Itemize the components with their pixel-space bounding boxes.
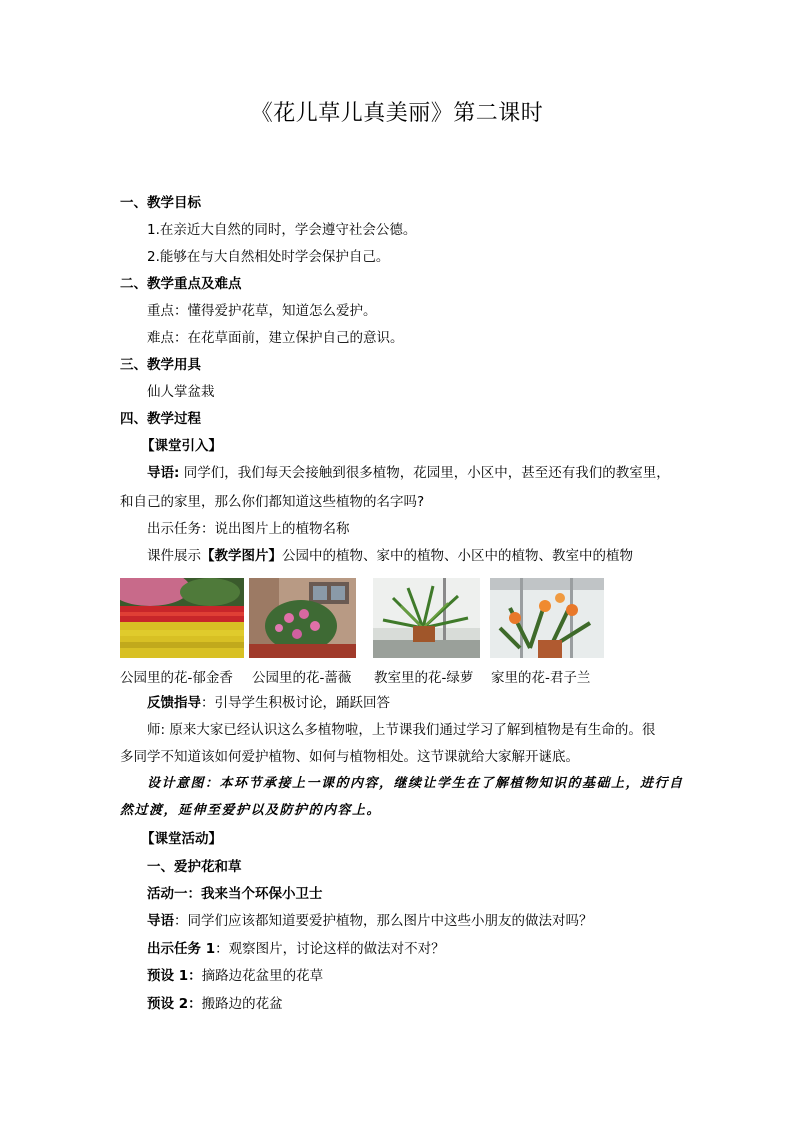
teacher-line-1: 师: 原来大家已经认识这么多植物啦，上节课我们通过学习了解到植物是有生命的。很 <box>147 722 656 738</box>
guide-line-2: 和自己的家里，那么你们都知道这些植物的名字吗? <box>120 494 425 510</box>
activity-one-label: 活动一： <box>147 886 201 902</box>
tool-item: 仙人掌盆栽 <box>147 384 215 400</box>
section-heading-key-points: 二、教学重点及难点 <box>120 276 242 292</box>
activity-one-text: 我来当个环保小卫士 <box>201 886 323 902</box>
task2-text: ：观察图片，讨论这样的做法对不对？ <box>215 941 445 957</box>
caption-chlorophytum: 教室里的花-绿萝 <box>374 670 474 686</box>
plant-photos <box>120 578 620 660</box>
task2-line <box>147 939 445 959</box>
caption-tulip: 公园里的花-郁金香 <box>120 670 233 686</box>
difficulty-text: 在花草面前，建立保护自己的意识。 <box>187 330 404 346</box>
rose-photo <box>249 578 356 658</box>
difficulty-line <box>147 328 404 348</box>
guide-label: 导语: <box>147 465 180 481</box>
goal-item-2: 2.能够在与大自然相处时学会保护自己。 <box>147 249 390 265</box>
goal-item-1: 1.在亲近大自然的同时，学会遵守社会公德。 <box>147 222 417 238</box>
show-line <box>147 546 633 566</box>
teacher-line-2: 多同学不知道该如何爱护植物、如何与植物相处。这节课就给大家解开谜底。 <box>120 749 579 765</box>
design-intent-line-1: 设计意图：本环节承接上一课的内容，继续让学生在了解植物知识的基础上，进行自 <box>147 776 684 791</box>
show-text: 公园中的植物、家中的植物、小区中的植物、教室中的植物 <box>282 548 633 564</box>
tulip-photo <box>120 578 244 658</box>
key-label: 重点： <box>147 303 188 319</box>
key-point-line <box>147 301 377 321</box>
guide2-label: 导语 <box>147 913 174 929</box>
chlorophytum-photo <box>373 578 480 658</box>
intro-title: 【课堂引入】 <box>141 438 222 454</box>
section-heading-goals: 一、教学目标 <box>120 195 201 211</box>
feedback-label: 反馈指导 <box>147 695 201 711</box>
clivia-photo <box>490 578 604 658</box>
task-line: 出示任务：说出图片上的植物名称 <box>147 521 350 537</box>
preset1-text: 摘路边花盆里的花草 <box>201 968 324 984</box>
guide-text-1: 同学们，我们每天会接触到很多植物，花园里，小区中，甚至还有我们的教室里， <box>179 465 670 481</box>
caption-rose: 公园里的花-蔷薇 <box>252 670 352 686</box>
preset2-label: 预设 2： <box>147 996 202 1012</box>
guide2-text: ：同学们应该都知道要爱护植物，那么图片中这些小朋友的做法对吗？ <box>174 913 593 929</box>
guide2-line <box>147 911 593 931</box>
preset1-line <box>147 966 323 986</box>
subsection-care: 一、爱护花和草 <box>147 859 242 875</box>
photo-captions <box>120 666 640 686</box>
show-bold: 【教学图片】 <box>201 548 282 564</box>
activity-title: 【课堂活动】 <box>141 831 222 847</box>
feedback-line <box>147 693 390 713</box>
key-text: 懂得爱护花草，知道怎么爱护。 <box>187 303 377 319</box>
preset1-label: 预设 1： <box>147 968 202 984</box>
task2-label: 出示任务 1 <box>147 941 216 957</box>
caption-clivia: 家里的花-君子兰 <box>491 670 591 686</box>
page-title: 《花儿草儿真美丽》第二课时 <box>250 101 544 126</box>
section-heading-process: 四、教学过程 <box>120 411 201 427</box>
design-intent-line-2: 然过渡，延伸至爱护以及防护的内容上。 <box>120 803 382 818</box>
section-heading-tools: 三、教学用具 <box>120 357 201 373</box>
show-prefix: 课件展示 <box>147 548 201 564</box>
difficulty-label: 难点： <box>147 330 188 346</box>
preset2-text: 搬路边的花盆 <box>201 996 283 1012</box>
feedback-text: ：引导学生积极讨论，踊跃回答 <box>201 695 390 711</box>
preset2-line <box>147 994 283 1014</box>
activity-one-line <box>147 884 323 904</box>
guide-line-1 <box>147 463 670 483</box>
